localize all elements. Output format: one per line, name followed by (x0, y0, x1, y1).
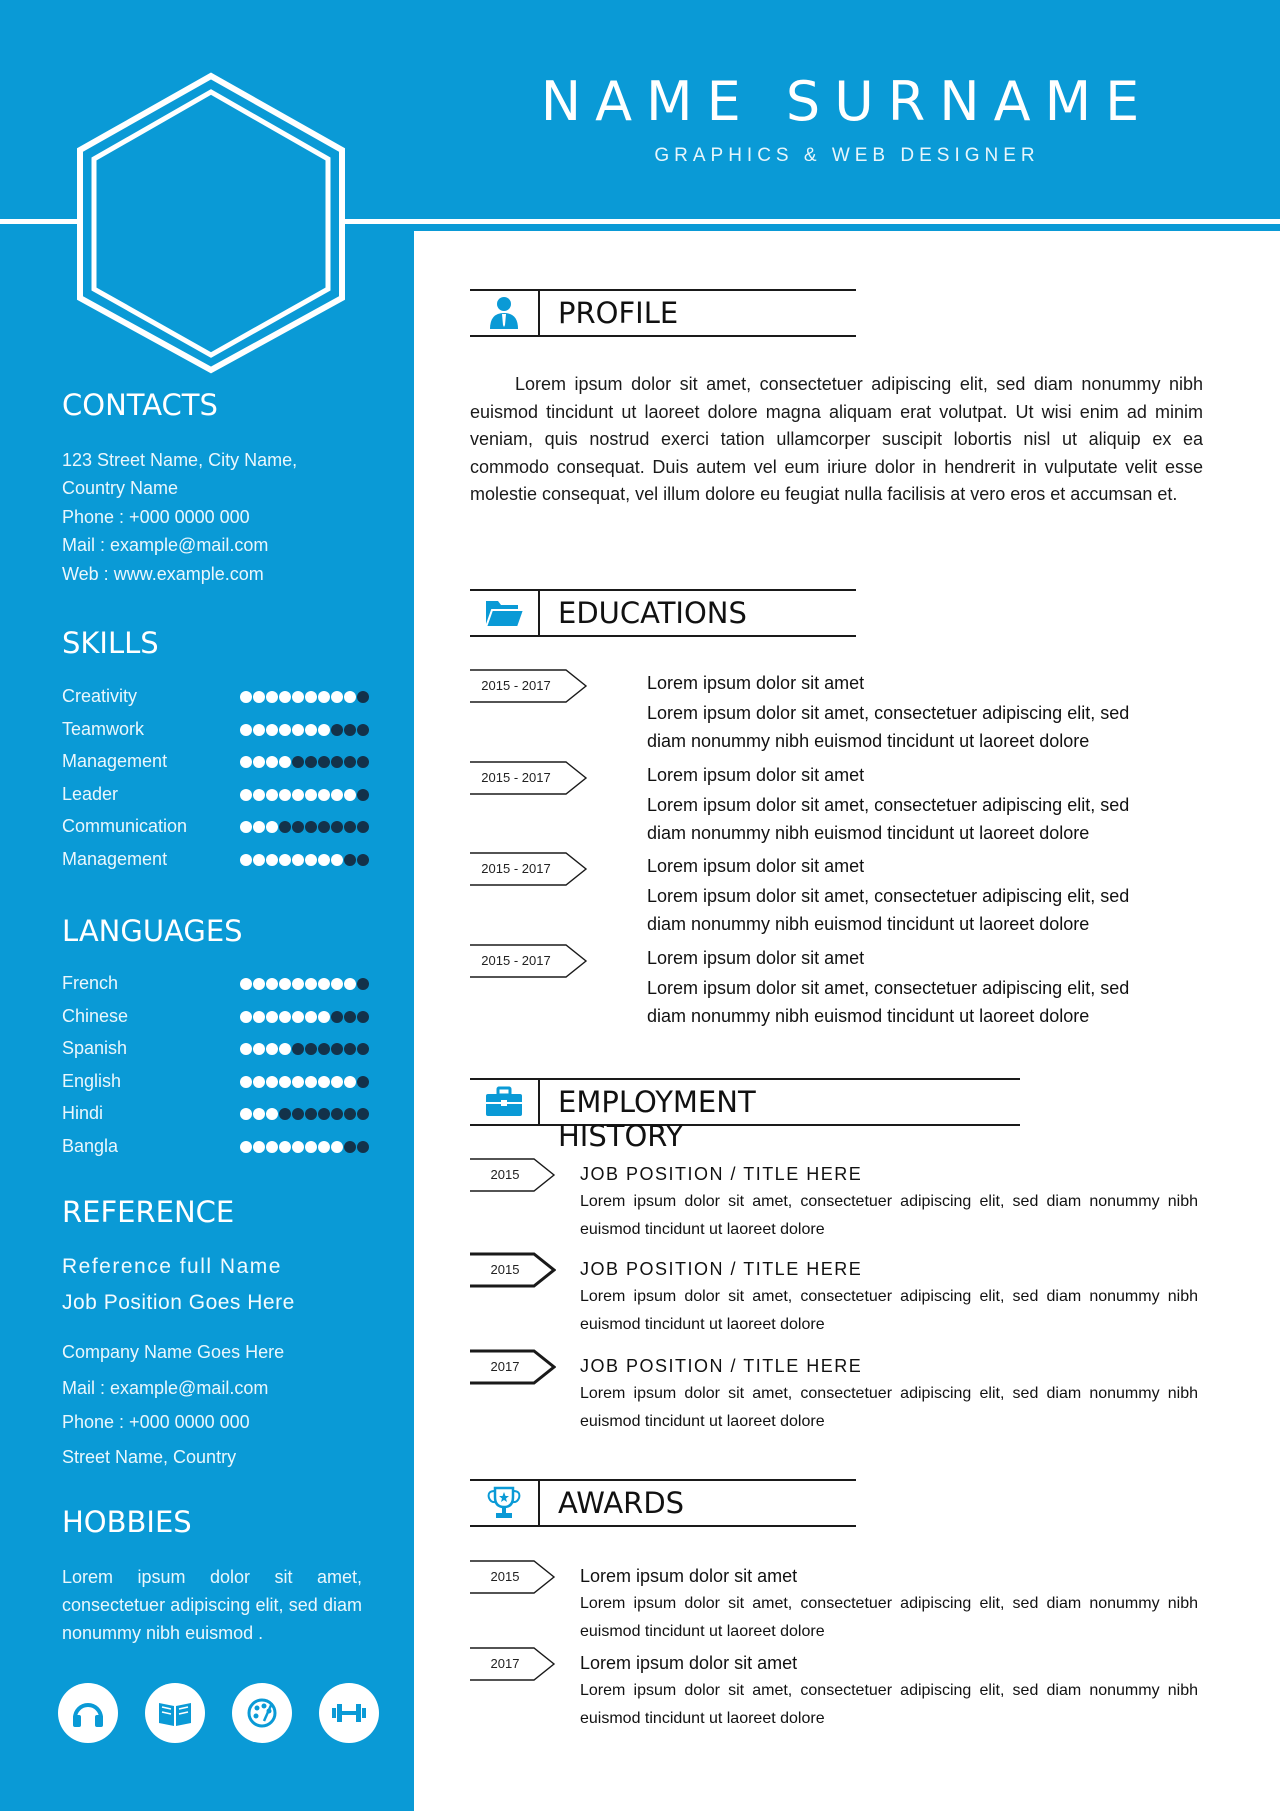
rating-dot (266, 789, 278, 801)
languages-row (62, 1103, 372, 1127)
rating-dot (279, 1011, 291, 1023)
hobbies-text: Lorem ipsum dolor sit amet, consectetuer adipiscing elit, sed diam nonummy nibh euismod . (62, 1567, 362, 1643)
rating-dot (318, 1141, 330, 1153)
languages-rating (240, 1043, 369, 1055)
headphones-icon (58, 1683, 118, 1743)
contact-mail: Mail : example@mail.com (62, 535, 269, 555)
rating-dot (357, 789, 369, 801)
skills-label: Management (62, 751, 168, 772)
rating-dot (279, 691, 291, 703)
award-title: Lorem ipsum dolor sit amet (580, 1566, 798, 1586)
reference-heading: REFERENCE (62, 1195, 235, 1229)
award-description: Lorem ipsum dolor sit amet, consectetuer adipiscing elit, sed diam nonummy nibh euismod tincidunt ut laoreet dolore (580, 1682, 1198, 1727)
languages-rating (240, 1108, 369, 1120)
rating-dot (240, 1011, 252, 1023)
rating-dot (344, 1011, 356, 1023)
rating-dot (253, 854, 265, 866)
rating-dot (292, 854, 304, 866)
rating-dot (266, 724, 278, 736)
contact-address-line2: Country Name (62, 478, 179, 498)
contact-address-line1: 123 Street Name, City Name, (62, 450, 298, 470)
rating-dot (292, 1011, 304, 1023)
rating-dot (331, 756, 343, 768)
languages-label: Chinese (62, 1005, 129, 1026)
languages-label: French (62, 973, 119, 993)
job-year: 2015 (490, 1262, 520, 1277)
rating-dot (266, 821, 278, 833)
rating-dot (305, 1141, 317, 1153)
rating-dot (292, 756, 304, 768)
award-title: Lorem ipsum dolor sit amet (580, 1653, 798, 1673)
skills-rating (240, 854, 369, 866)
reference-company: Company Name Goes Here (62, 1342, 285, 1362)
languages-label: Spanish (62, 1038, 128, 1059)
employment-heading: EMPLOYMENT HISTORY (558, 1085, 756, 1153)
rating-dot (318, 691, 330, 703)
rating-dot (331, 1108, 343, 1120)
education-year-tag (470, 668, 588, 704)
rating-dot (344, 1043, 356, 1055)
languages-rating (240, 1141, 369, 1153)
photo-frame-icon (70, 70, 352, 375)
education-desc-line2: diam nonummy nibh euismod tincidunt ut laoreet dolore (647, 731, 1090, 751)
rating-dot (357, 756, 369, 768)
rating-dot (266, 854, 278, 866)
job-year: 2015 (490, 1167, 520, 1182)
rating-dot (305, 1043, 317, 1055)
rating-dot (240, 821, 252, 833)
rating-dot (305, 1108, 317, 1120)
rating-dot (305, 691, 317, 703)
rating-dot (292, 691, 304, 703)
rating-dot (240, 789, 252, 801)
rating-dot (331, 978, 343, 990)
contact-phone: Phone : +000 0000 000 (62, 507, 250, 527)
education-desc-line1: Lorem ipsum dolor sit amet, consectetuer adipiscing elit, sed (647, 886, 1130, 906)
skills-row (62, 849, 372, 873)
rating-dot (253, 821, 265, 833)
rating-dot (279, 1141, 291, 1153)
education-title: Lorem ipsum dolor sit amet (647, 856, 865, 876)
education-years: 2015 - 2017 (481, 861, 551, 876)
reference-phone: Phone : +000 0000 000 (62, 1412, 250, 1432)
rating-dot (357, 691, 369, 703)
education-year-tag (470, 943, 588, 979)
rating-dot (357, 821, 369, 833)
rating-dot (279, 724, 291, 736)
reference-name: Reference full Name (62, 1255, 282, 1278)
rating-dot (279, 1076, 291, 1088)
rating-dot (331, 724, 343, 736)
rating-dot (305, 854, 317, 866)
dumbbell-icon (319, 1683, 379, 1743)
educations-heading: EDUCATIONS (558, 596, 747, 630)
rating-dot (357, 1076, 369, 1088)
awards-heading: AWARDS (558, 1486, 685, 1520)
education-title: Lorem ipsum dolor sit amet (647, 947, 865, 968)
rating-dot (318, 821, 330, 833)
hobby-icons (58, 1683, 378, 1745)
job-title: JOB POSITION / TITLE HERE (580, 1164, 863, 1184)
languages-row (62, 1071, 372, 1095)
rating-dot (253, 978, 265, 990)
rating-dot (331, 789, 343, 801)
skills-row (62, 816, 372, 840)
rating-dot (292, 1043, 304, 1055)
skills-row (62, 719, 372, 743)
rating-dot (253, 724, 265, 736)
rating-dot (357, 1043, 369, 1055)
rating-dot (240, 1108, 252, 1120)
education-year-tag (470, 760, 588, 796)
rating-dot (292, 1076, 304, 1088)
rating-dot (266, 756, 278, 768)
rating-dot (318, 854, 330, 866)
rating-dot (279, 1043, 291, 1055)
job-title: JOB POSITION / TITLE HERE (580, 1259, 863, 1279)
hobbies-heading: HOBBIES (62, 1505, 192, 1539)
rating-dot (266, 978, 278, 990)
rating-dot (253, 1076, 265, 1088)
reference-position: Job Position Goes Here (62, 1291, 295, 1314)
rating-dot (292, 724, 304, 736)
rating-dot (279, 821, 291, 833)
rating-dot (279, 854, 291, 866)
job-description: Lorem ipsum dolor sit amet, consectetuer adipiscing elit, sed diam nonummy nibh euismod tincidunt ut laoreet dolore (580, 1288, 1198, 1333)
skills-row (62, 784, 372, 808)
rating-dot (318, 789, 330, 801)
rating-dot (344, 1108, 356, 1120)
education-desc-line2: diam nonummy nibh euismod tincidunt ut laoreet dolore (647, 914, 1090, 934)
job-description: Lorem ipsum dolor sit amet, consectetuer adipiscing elit, sed diam nonummy nibh euismod tincidunt ut laoreet dolore (580, 1385, 1198, 1430)
education-years: 2015 - 2017 (481, 678, 551, 693)
rating-dot (318, 724, 330, 736)
rating-dot (292, 821, 304, 833)
rating-dot (344, 978, 356, 990)
rating-dot (279, 978, 291, 990)
skills-heading: SKILLS (62, 626, 159, 660)
rating-dot (253, 756, 265, 768)
rating-dot (292, 1108, 304, 1120)
rating-dot (292, 978, 304, 990)
rating-dot (253, 1043, 265, 1055)
palette-icon (232, 1683, 292, 1743)
rating-dot (305, 1076, 317, 1088)
rating-dot (344, 789, 356, 801)
rating-dot (331, 1141, 343, 1153)
education-desc-line2: diam nonummy nibh euismod tincidunt ut laoreet dolore (647, 1005, 1090, 1026)
rating-dot (266, 1141, 278, 1153)
skills-label: Communication (62, 816, 188, 837)
rating-dot (318, 1108, 330, 1120)
rating-dot (305, 821, 317, 833)
rating-dot (240, 1076, 252, 1088)
languages-label: English (62, 1070, 122, 1091)
rating-dot (357, 1108, 369, 1120)
skills-label: Leader (62, 783, 119, 804)
rating-dot (253, 1141, 265, 1153)
job-description: Lorem ipsum dolor sit amet, consectetuer adipiscing elit, sed diam nonummy nibh euismod tincidunt ut laoreet dolore (580, 1193, 1198, 1238)
rating-dot (253, 1011, 265, 1023)
rating-dot (318, 978, 330, 990)
rating-dot (331, 1011, 343, 1023)
skills-rating (240, 756, 369, 768)
rating-dot (266, 1108, 278, 1120)
languages-rating (240, 1011, 369, 1023)
award-year: 2015 (490, 1569, 520, 1584)
languages-rating (240, 1076, 369, 1088)
profile-heading: PROFILE (558, 296, 679, 330)
rating-dot (292, 789, 304, 801)
skills-rating (240, 821, 369, 833)
rating-dot (279, 1108, 291, 1120)
award-description: Lorem ipsum dolor sit amet, consectetuer adipiscing elit, sed diam nonummy nibh euismod tincidunt ut laoreet dolore (580, 1595, 1198, 1640)
skills-rating (240, 691, 369, 703)
education-title: Lorem ipsum dolor sit amet (647, 673, 865, 693)
rating-dot (318, 756, 330, 768)
reference-mail: Mail : example@mail.com (62, 1378, 269, 1398)
rating-dot (357, 1141, 369, 1153)
languages-row (62, 973, 372, 997)
job-year-tag (470, 1252, 556, 1288)
job-title: JOB POSITION / TITLE HERE (580, 1356, 863, 1376)
rating-dot (266, 691, 278, 703)
rating-dot (240, 1141, 252, 1153)
rating-dot (240, 756, 252, 768)
skills-row (62, 751, 372, 775)
rating-dot (357, 1011, 369, 1023)
education-year-tag (470, 851, 588, 887)
rating-dot (305, 978, 317, 990)
profile-text: Lorem ipsum dolor sit amet, consectetuer adipiscing elit, sed diam nonummy nibh euismod tincidunt ut laoreet dolore magna aliquam erat volutpat. Ut wisi enim ad minim veniam, quis nostrud exerci tation ullamcorper suscipit lobortis nisl ut aliquip ex ea commodo consequat. Duis autem vel eum iriure dolor in hendrerit in vulputate velit esse molestie consequat, vel illum dolore eu feugiat nulla facilisis at vero eros et accumsan et. (470, 374, 1203, 505)
languages-rating (240, 978, 369, 990)
contacts-heading: CONTACTS (62, 388, 218, 422)
rating-dot (318, 1076, 330, 1088)
languages-label: Bangla (62, 1136, 119, 1156)
award-year: 2017 (490, 1656, 520, 1671)
skills-rating (240, 724, 369, 736)
rating-dot (266, 1076, 278, 1088)
rating-dot (344, 821, 356, 833)
languages-row (62, 1038, 372, 1062)
education-years: 2015 - 2017 (481, 952, 551, 968)
rating-dot (305, 1011, 317, 1023)
rating-dot (292, 1141, 304, 1153)
education-desc-line1: Lorem ipsum dolor sit amet, consectetuer adipiscing elit, sed (647, 977, 1130, 998)
rating-dot (344, 1076, 356, 1088)
skills-label: Management (62, 849, 168, 869)
rating-dot (240, 724, 252, 736)
folder-icon (484, 595, 524, 631)
user-icon (484, 295, 524, 331)
briefcase-icon (484, 1084, 524, 1120)
education-desc-line1: Lorem ipsum dolor sit amet, consectetuer adipiscing elit, sed (647, 794, 1130, 815)
rating-dot (357, 978, 369, 990)
rating-dot (240, 1043, 252, 1055)
education-desc-line1: Lorem ipsum dolor sit amet, consectetuer adipiscing elit, sed (647, 703, 1130, 723)
rating-dot (318, 1043, 330, 1055)
job-subtitle: GRAPHICS & WEB DESIGNER (654, 145, 1040, 166)
contact-web: Web : www.example.com (62, 564, 264, 584)
rating-dot (266, 1043, 278, 1055)
award-year-tag (470, 1646, 556, 1682)
rating-dot (344, 691, 356, 703)
rating-dot (331, 691, 343, 703)
rating-dot (344, 854, 356, 866)
reference-street: Street Name, Country (62, 1447, 237, 1467)
rating-dot (344, 1141, 356, 1153)
rating-dot (305, 756, 317, 768)
rating-dot (266, 1011, 278, 1023)
rating-dot (253, 789, 265, 801)
job-year-tag (470, 1157, 556, 1193)
education-title: Lorem ipsum dolor sit amet (647, 764, 865, 785)
book-icon (145, 1683, 205, 1743)
rating-dot (253, 1108, 265, 1120)
rating-dot (331, 854, 343, 866)
rating-dot (331, 821, 343, 833)
rating-dot (279, 789, 291, 801)
rating-dot (279, 756, 291, 768)
page-title: NAME SURNAME (540, 70, 1154, 133)
rating-dot (305, 789, 317, 801)
education-years: 2015 - 2017 (481, 769, 551, 785)
rating-dot (331, 1043, 343, 1055)
award-year-tag (470, 1559, 556, 1595)
job-year-tag (470, 1349, 556, 1385)
rating-dot (240, 978, 252, 990)
skills-rating (240, 789, 369, 801)
languages-label: Hindi (62, 1103, 104, 1124)
rating-dot (331, 1076, 343, 1088)
education-desc-line2: diam nonummy nibh euismod tincidunt ut laoreet dolore (647, 822, 1090, 843)
languages-row (62, 1136, 372, 1160)
rating-dot (357, 854, 369, 866)
rating-dot (318, 1011, 330, 1023)
trophy-icon (484, 1485, 524, 1521)
skills-label: Teamwork (62, 718, 145, 739)
skills-label: Creativity (62, 686, 138, 706)
rating-dot (305, 724, 317, 736)
rating-dot (344, 756, 356, 768)
rating-dot (240, 854, 252, 866)
languages-heading: LANGUAGES (62, 914, 243, 948)
rating-dot (344, 724, 356, 736)
rating-dot (253, 691, 265, 703)
job-year: 2017 (490, 1359, 520, 1374)
rating-dot (240, 691, 252, 703)
rating-dot (357, 724, 369, 736)
skills-row (62, 686, 372, 710)
languages-row (62, 1006, 372, 1030)
